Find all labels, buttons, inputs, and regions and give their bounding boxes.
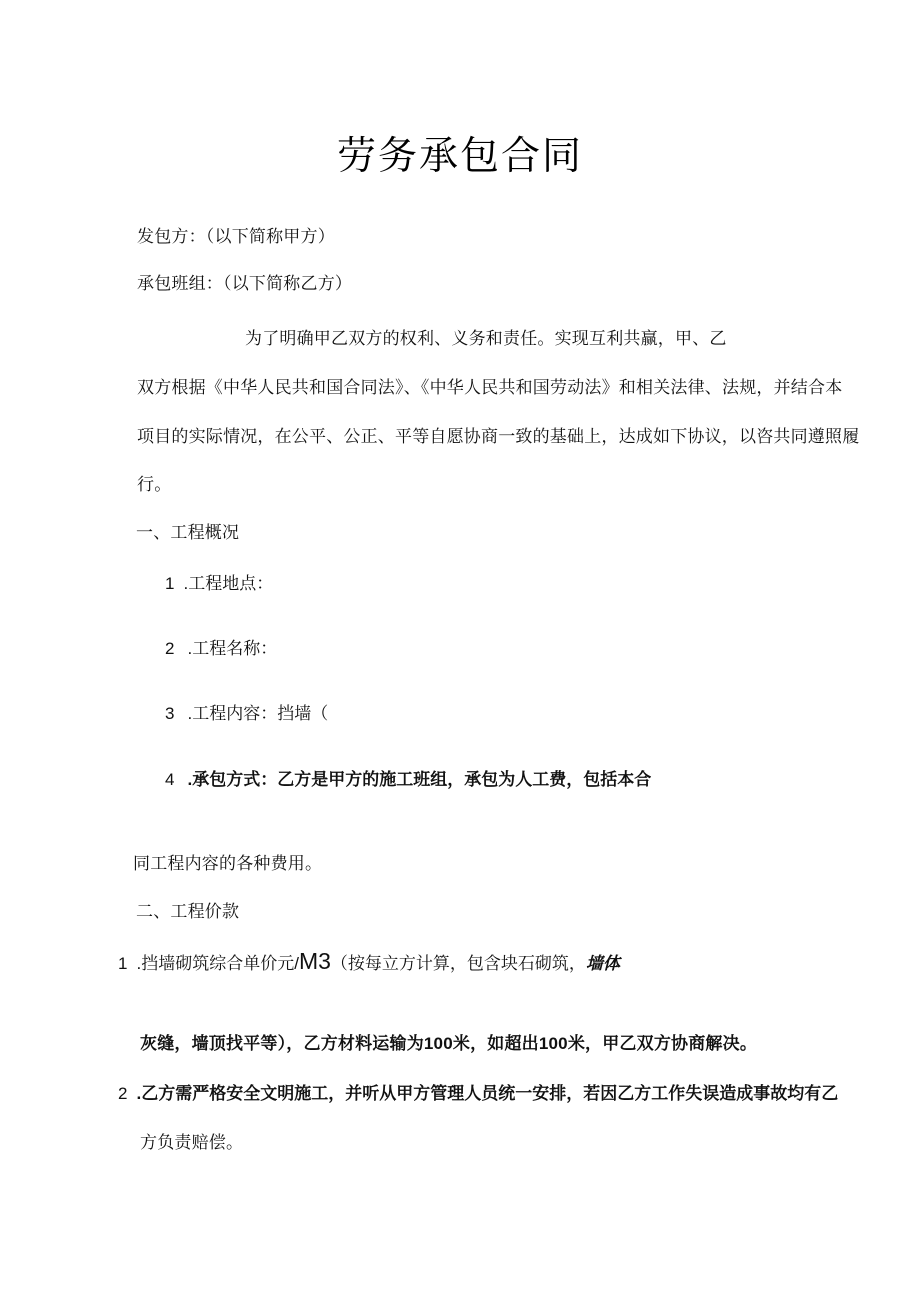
list-item-number: 1 [165, 574, 175, 593]
list-item-label: 工程名称： [192, 639, 278, 658]
list-item-separator: . [136, 954, 142, 973]
list-item-2-1-continuation: 灰缝，墙顶找平等），乙方材料运输为100米，如超出100米，甲乙双方协商解决。 [140, 1034, 758, 1053]
list-item-2-1 [118, 949, 620, 976]
section-heading-two: 二、工程价款 [136, 902, 240, 921]
unit-cubic-meter: M3 [298, 948, 331, 974]
party-line-contractor: 承包班组：（以下简称乙方） [137, 274, 353, 293]
list-item-label: 工程地点： [188, 574, 274, 593]
preamble-line-2: 双方根据《中华人民共和国合同法》、《中华人民共和国劳动法》和相关法律、法规，并结合本 [137, 378, 843, 397]
list-item-separator: . [187, 639, 193, 658]
list-item-label: 承包方式：乙方是甲方的施工班组，承包为人工费，包括本合 [192, 770, 652, 789]
list-item-1-2 [165, 637, 277, 661]
section-one-continuation: 同工程内容的各种费用。 [133, 854, 323, 873]
list-item-separator: . [136, 1084, 142, 1103]
list-item-separator: . [187, 770, 193, 789]
preamble-line-1: 为了明确甲乙双方的权利、义务和责任。实现互利共赢，甲、乙 [245, 329, 727, 348]
list-item-number: 4 [165, 770, 175, 789]
list-item-2-2 [118, 1082, 838, 1106]
list-item-number: 1 [118, 954, 128, 973]
list-item-1-1 [165, 572, 273, 596]
list-item-text-part-2: （按每立方计算，包含块石砌筑， [330, 954, 586, 973]
list-item-label: 乙方需严格安全文明施工，并听从甲方管理人员统一安排，若因乙方工作失误造成事故均有乙 [141, 1084, 839, 1103]
list-item-separator: . [187, 704, 193, 723]
preamble-line-3: 项目的实际情况，在公平、公正、平等自愿协商一致的基础上，达成如下协议，以咨共同遵照履 [137, 427, 860, 446]
list-item-1-3 [165, 702, 328, 726]
list-item-number: 2 [165, 639, 175, 658]
list-item-text-part-1: 挡墙砌筑综合单价元/ [141, 954, 299, 973]
list-item-1-4 [165, 768, 651, 792]
party-line-employer: 发包方：（以下简称甲方） [137, 227, 335, 246]
list-item-2-2-continuation: 方负责赔偿。 [140, 1133, 244, 1152]
page-title: 劳务承包合同 [336, 135, 583, 178]
list-item-number: 3 [165, 704, 175, 723]
preamble-line-4: 行。 [137, 475, 172, 494]
section-heading-one: 一、工程概况 [136, 523, 240, 542]
list-item-separator: . [183, 574, 189, 593]
emphasis-wall-body: 墙体 [585, 954, 620, 973]
list-item-label: 工程内容：挡墙（ [192, 704, 329, 723]
list-item-number: 2 [118, 1084, 128, 1103]
